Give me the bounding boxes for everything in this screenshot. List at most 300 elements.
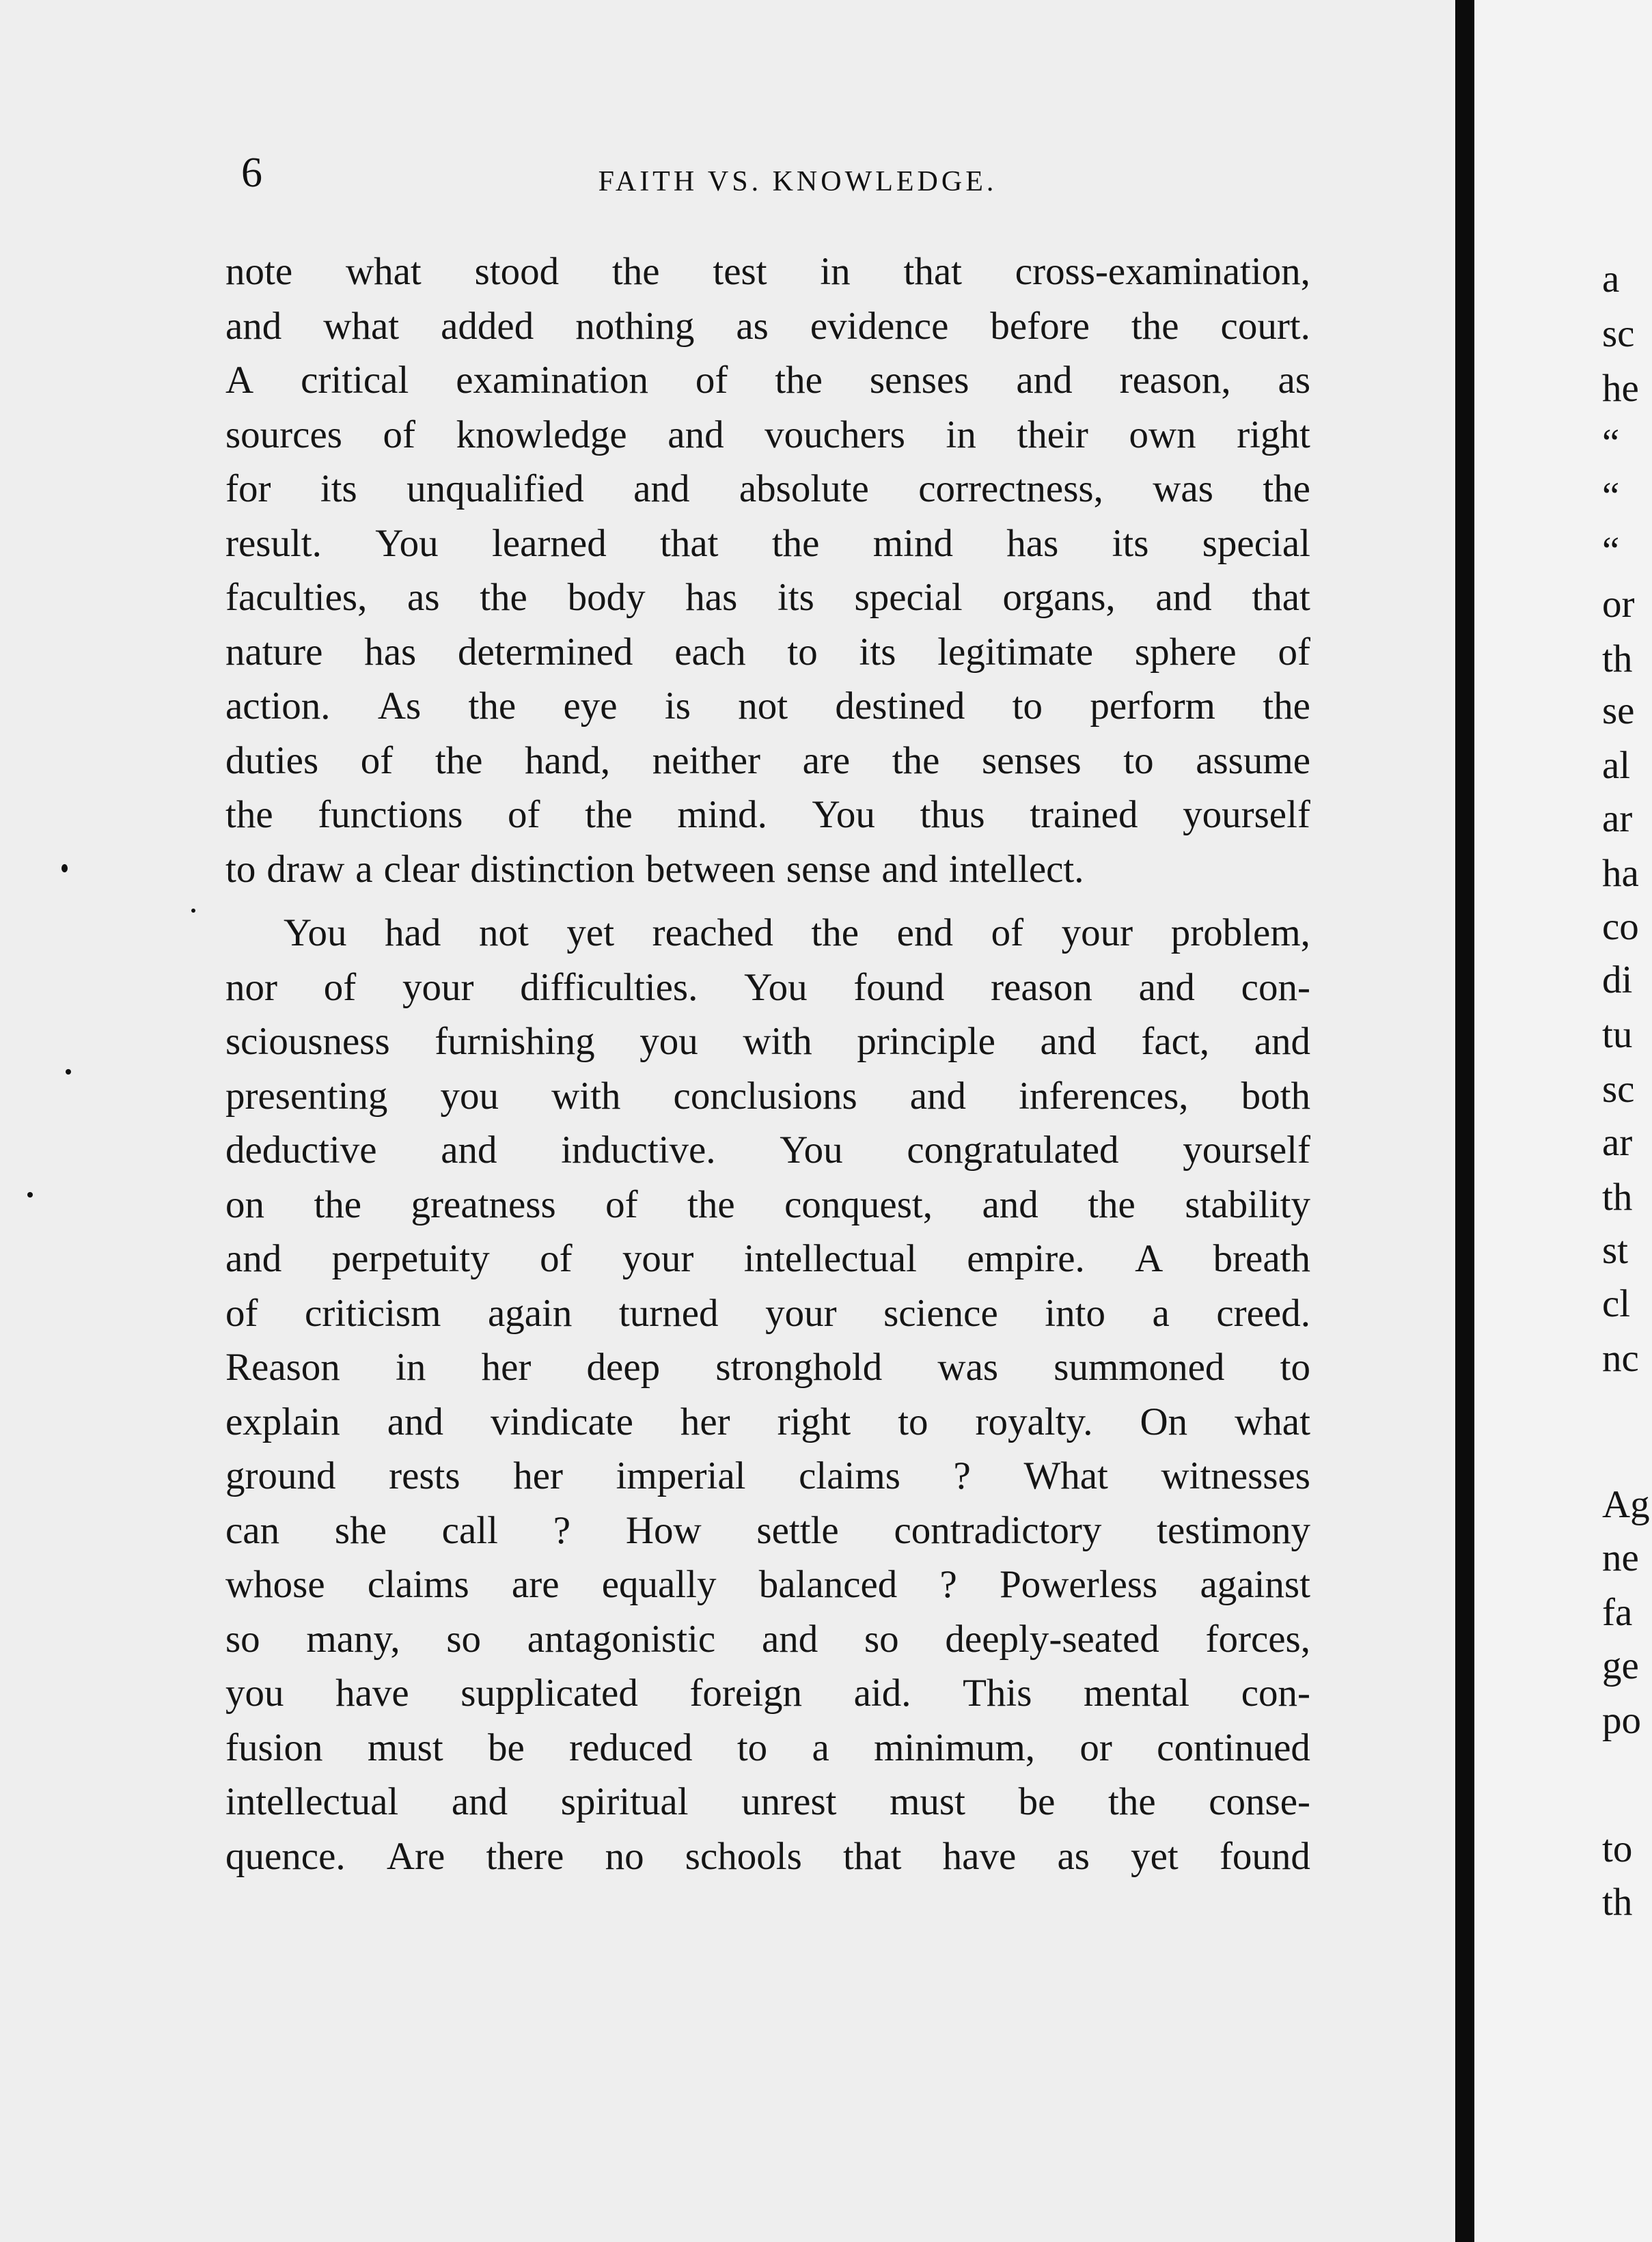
word: you (639, 1020, 698, 1063)
text-line (225, 299, 1310, 354)
word: You (284, 911, 347, 954)
word: of (225, 1291, 258, 1335)
word: You (812, 793, 875, 836)
word: On (1140, 1400, 1188, 1443)
word: ? (553, 1508, 571, 1552)
word: principle (857, 1020, 995, 1063)
word: sphere (1134, 630, 1237, 674)
word: stability (1185, 1182, 1310, 1226)
facing-page-fragment: ha (1602, 852, 1639, 895)
word: fact, (1141, 1020, 1210, 1063)
word: right (777, 1400, 851, 1443)
word: senses (982, 738, 1082, 782)
text-line (225, 734, 1310, 788)
word: found (1219, 1834, 1310, 1878)
text-line (225, 1232, 1310, 1286)
page-number: 6 (241, 150, 262, 196)
word: as (1057, 1834, 1090, 1878)
word: there (486, 1834, 564, 1878)
word: deeply-seated (945, 1617, 1159, 1661)
word: no (605, 1834, 644, 1878)
word: Are (386, 1834, 445, 1878)
word: of (695, 359, 728, 402)
word: mind (872, 521, 953, 565)
word: nor (225, 965, 277, 1009)
word: had (385, 911, 441, 954)
text-line (225, 1721, 1310, 1775)
word: that (842, 1834, 902, 1878)
word: mental (1084, 1672, 1190, 1715)
word: are (802, 738, 851, 782)
word: schools (685, 1834, 802, 1878)
word: on (225, 1182, 264, 1226)
word: their (1017, 413, 1088, 456)
word: legitimate (937, 630, 1094, 674)
word: You (780, 1129, 843, 1172)
facing-page-fragment: th (1602, 637, 1633, 680)
word: and (451, 1780, 508, 1823)
word: what (345, 250, 422, 293)
facing-page-fragment: se (1602, 689, 1635, 732)
facing-page-fragment: fa (1602, 1591, 1633, 1634)
word: that (903, 250, 962, 293)
word: inductive. (561, 1129, 716, 1172)
word: in (820, 250, 851, 293)
word: your (765, 1291, 837, 1335)
word: what (323, 304, 400, 348)
running-head: FAITH VS. KNOWLEDGE. (598, 166, 997, 197)
word: destined (835, 684, 965, 728)
word: your (622, 1237, 694, 1280)
word: determined (458, 630, 633, 674)
word: the (775, 359, 823, 402)
word: again (487, 1291, 573, 1335)
word: her (513, 1454, 563, 1497)
word: conclusions (673, 1074, 857, 1118)
word: eye (563, 684, 618, 728)
word: sense (786, 847, 871, 891)
word: thus (920, 793, 985, 836)
word: you (225, 1672, 284, 1715)
facing-page-fragment: nc (1602, 1337, 1639, 1380)
word: rests (389, 1454, 460, 1497)
word: to (787, 630, 818, 674)
word: greatness (411, 1182, 556, 1226)
facing-page-fragment: di (1602, 958, 1633, 1001)
word: of (1278, 630, 1310, 674)
word: the (892, 738, 940, 782)
word: congratulated (907, 1129, 1119, 1172)
word: contradictory (894, 1508, 1102, 1552)
word: as (736, 304, 769, 348)
word: you (440, 1074, 499, 1118)
word: sources (225, 413, 342, 456)
text-line (225, 245, 1310, 299)
word: the (1263, 684, 1310, 728)
word: and (633, 467, 690, 510)
word: reached (652, 911, 773, 954)
word: nature (225, 630, 323, 674)
word: distinction (470, 847, 635, 891)
word: unrest (741, 1780, 837, 1823)
word: critical (301, 359, 409, 402)
word: so (225, 1617, 260, 1661)
word: cross-examination, (1015, 250, 1310, 293)
word: science (883, 1291, 998, 1335)
word: her (481, 1346, 532, 1389)
text-line (225, 788, 1310, 842)
word: are (511, 1563, 560, 1606)
word: is (664, 684, 691, 728)
text-line (225, 1286, 1310, 1341)
text-line (225, 625, 1310, 680)
word: its (1112, 521, 1149, 565)
word: explain (225, 1400, 340, 1443)
facing-page-fragment: “ (1602, 421, 1620, 465)
facing-page-fragment: co (1602, 905, 1639, 948)
word: and (667, 413, 724, 456)
word: and (982, 1182, 1038, 1226)
word: correctness, (918, 467, 1103, 510)
word: the (771, 521, 820, 565)
word: reason, (1119, 359, 1231, 402)
word: between (646, 847, 775, 891)
word: must (367, 1726, 443, 1769)
word: intellect. (948, 847, 1084, 891)
text-line (225, 842, 1310, 897)
word: minimum, (874, 1726, 1036, 1769)
word: and (1254, 1020, 1310, 1063)
word: she (334, 1508, 387, 1552)
word: reason (991, 965, 1092, 1009)
word: its (777, 576, 814, 619)
text-line (225, 1178, 1310, 1232)
word: have (335, 1672, 409, 1715)
word: and (881, 847, 938, 891)
word: trained (1030, 793, 1138, 836)
word: and (1040, 1020, 1097, 1063)
word: the (480, 576, 527, 619)
word: con- (1241, 1672, 1310, 1715)
text-line (225, 906, 1310, 960)
text-line (225, 1829, 1310, 1884)
facing-page-fragment: st (1602, 1229, 1629, 1272)
word: spiritual (560, 1780, 689, 1823)
word: foreign (689, 1672, 803, 1715)
word: the (314, 1182, 362, 1226)
word: You (375, 521, 439, 565)
word: the (1263, 467, 1310, 510)
word: supplicated (460, 1672, 638, 1715)
word: intellectual (225, 1780, 399, 1823)
word: continued (1157, 1726, 1310, 1769)
word: the (468, 684, 517, 728)
word: be (1018, 1780, 1056, 1823)
word: against (1200, 1563, 1310, 1606)
word: test (713, 250, 767, 293)
word: to (736, 1726, 768, 1769)
word: what (1235, 1400, 1310, 1443)
word: difficulties. (520, 965, 698, 1009)
text-line (225, 1123, 1310, 1178)
word: the (585, 793, 633, 836)
word: and (225, 1237, 282, 1280)
word: a (1152, 1291, 1170, 1335)
word: the (1088, 1182, 1135, 1226)
word: aid. (853, 1672, 911, 1715)
word: breath (1213, 1237, 1310, 1280)
paragraph (225, 906, 1310, 1883)
word: empire. (967, 1237, 1085, 1280)
word: knowledge (456, 413, 627, 456)
word: learned (491, 521, 607, 565)
word: You (744, 965, 808, 1009)
word: ? (953, 1454, 971, 1497)
facing-page-fragment: sc (1602, 1068, 1635, 1111)
facing-page-fragment: ar (1602, 1121, 1633, 1164)
word: evidence (810, 304, 949, 348)
facing-page-fragment: or (1602, 583, 1635, 626)
text-line (225, 1775, 1310, 1829)
word: result. (225, 521, 322, 565)
word: yet (566, 911, 615, 954)
word: vouchers (765, 413, 905, 456)
word: and (1138, 965, 1195, 1009)
word: not (738, 684, 788, 728)
word: reduced (569, 1726, 693, 1769)
text-line (225, 1069, 1310, 1124)
word: As (377, 684, 422, 728)
word: examination (456, 359, 648, 402)
word: body (567, 576, 646, 619)
word: the (611, 250, 660, 293)
word: of (991, 911, 1024, 954)
word: action. (225, 684, 331, 728)
word: inferences, (1019, 1074, 1189, 1118)
word: A (225, 359, 254, 402)
word: absolute (739, 467, 869, 510)
word: court. (1220, 304, 1310, 348)
word: to (225, 847, 256, 891)
word: forces, (1205, 1617, 1310, 1661)
word: has (685, 576, 738, 619)
word: fusion (225, 1726, 323, 1769)
word: furnishing (435, 1020, 595, 1063)
word: nothing (575, 304, 695, 348)
text-line (225, 570, 1310, 625)
text-line (225, 1504, 1310, 1558)
word: conquest, (784, 1182, 933, 1226)
word: perpetuity (331, 1237, 490, 1280)
word: and (1016, 359, 1073, 402)
word: Reason (225, 1346, 340, 1389)
word: deductive (225, 1129, 377, 1172)
facing-page-fragment: po (1602, 1699, 1641, 1742)
word: perform (1090, 684, 1215, 728)
word: royalty. (975, 1400, 1093, 1443)
text-line (225, 353, 1310, 408)
word: con- (1241, 965, 1310, 1009)
word: the (811, 911, 859, 954)
paragraph (225, 245, 1310, 896)
word: special (854, 576, 963, 619)
word: the (1107, 1780, 1156, 1823)
text-line (225, 516, 1310, 571)
text-line (225, 462, 1310, 516)
word: to (898, 1400, 928, 1443)
word: to (1012, 684, 1043, 728)
facing-page-fragment: th (1602, 1176, 1633, 1219)
word: and (1155, 576, 1212, 619)
word: yourself (1183, 793, 1310, 836)
word: be (487, 1726, 525, 1769)
word: claims (367, 1563, 469, 1606)
word: of (383, 413, 416, 456)
word: must (890, 1780, 965, 1823)
word: before (990, 304, 1090, 348)
word: of (360, 738, 394, 782)
word: stronghold (715, 1346, 883, 1389)
word: in (396, 1346, 426, 1389)
word: that (1252, 576, 1310, 619)
word: witnesses (1161, 1454, 1310, 1497)
word: criticism (305, 1291, 441, 1335)
facing-page-fragment: tu (1602, 1013, 1633, 1056)
word: and (441, 1129, 497, 1172)
scan-speck (66, 1069, 71, 1075)
scan-speck (27, 1192, 33, 1198)
word: What (1023, 1454, 1108, 1497)
word: into (1045, 1291, 1105, 1335)
word: its (320, 467, 357, 510)
facing-page-fragment: cl (1602, 1282, 1631, 1325)
scan-speck (61, 864, 68, 872)
word: assume (1196, 738, 1310, 782)
word: have (942, 1834, 1017, 1878)
word: in (946, 413, 976, 456)
word: hand, (525, 738, 611, 782)
word: presenting (225, 1074, 388, 1118)
word: of (540, 1237, 573, 1280)
word: her (680, 1400, 730, 1443)
word: your (1061, 911, 1133, 954)
word: to (1280, 1346, 1310, 1389)
word: as (407, 576, 440, 619)
facing-page-fragment: he (1602, 367, 1639, 410)
word: duties (225, 738, 319, 782)
word: was (1153, 467, 1213, 510)
word: many, (306, 1617, 400, 1661)
word: added (441, 304, 534, 348)
word: not (478, 911, 529, 954)
word: ground (225, 1454, 336, 1497)
word: testimony (1157, 1508, 1310, 1552)
text-line (225, 960, 1310, 1015)
word: draw (266, 847, 345, 891)
word: each (674, 630, 746, 674)
word: so (446, 1617, 482, 1661)
facing-page-fragment: sc (1602, 312, 1635, 355)
word: the (687, 1182, 735, 1226)
word: claims (799, 1454, 900, 1497)
word: stood (474, 250, 560, 293)
facing-page-fragment: a (1602, 258, 1620, 301)
word: was (937, 1346, 999, 1389)
word: as (1278, 359, 1310, 402)
word: of (508, 793, 540, 836)
word: sciousness (225, 1020, 390, 1063)
word: right (1237, 413, 1310, 456)
facing-page-fragment: al (1602, 744, 1631, 787)
word: ? (939, 1563, 957, 1606)
word: so (864, 1617, 899, 1661)
word: settle (756, 1508, 839, 1552)
word: that (660, 521, 719, 565)
word: a (355, 847, 373, 891)
word: equally (601, 1563, 717, 1606)
body-text (225, 245, 1310, 1883)
word: and (909, 1074, 967, 1118)
word: can (225, 1508, 280, 1552)
facing-page-fragment: ge (1602, 1644, 1639, 1687)
word: unqualified (407, 467, 584, 510)
facing-page-fragment: ar (1602, 797, 1633, 840)
word: whose (225, 1563, 325, 1606)
word: deep (586, 1346, 661, 1389)
word: and (387, 1400, 444, 1443)
word: functions (318, 793, 463, 836)
word: with (551, 1074, 621, 1118)
word: the (1131, 304, 1179, 348)
word: and (761, 1617, 818, 1661)
word: your (402, 965, 474, 1009)
text-line (225, 679, 1310, 734)
word: turned (618, 1291, 719, 1335)
facing-page-fragment: “ (1602, 475, 1620, 518)
word: How (625, 1508, 702, 1552)
word: quence. (225, 1834, 346, 1878)
word: This (963, 1672, 1032, 1715)
text-line (225, 1340, 1310, 1395)
word: balanced (758, 1563, 898, 1606)
text-line (225, 1612, 1310, 1667)
word: its (859, 630, 896, 674)
word: summoned (1054, 1346, 1225, 1389)
word: conse- (1209, 1780, 1310, 1823)
book-gutter (1455, 0, 1474, 2242)
facing-page-fragment: Ag (1602, 1483, 1650, 1526)
text-line (225, 1666, 1310, 1721)
word: a (812, 1726, 829, 1769)
word: clear (383, 847, 460, 891)
word: creed. (1216, 1291, 1310, 1335)
word: or (1079, 1726, 1112, 1769)
word: vindicate (491, 1400, 633, 1443)
word: note (225, 250, 293, 293)
word: intellectual (743, 1237, 917, 1280)
facing-page-fragment: th (1602, 1881, 1633, 1924)
word: problem, (1170, 911, 1310, 954)
word: has (364, 630, 417, 674)
text-line (225, 1449, 1310, 1504)
word: mind. (677, 793, 767, 836)
word: both (1241, 1074, 1310, 1118)
word: end (896, 911, 953, 954)
word: yet (1131, 1834, 1179, 1878)
word: found (853, 965, 945, 1009)
text-line (225, 408, 1310, 462)
facing-page-fragment: to (1602, 1827, 1633, 1870)
